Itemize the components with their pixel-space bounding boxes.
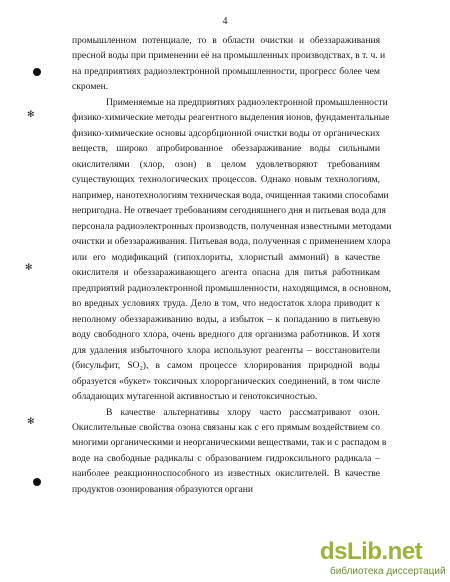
text-line: Применяемые на предприятиях радиоэлектронной промышленности (106, 96, 388, 108)
text-line: продуктов озонирования образуются органи (72, 483, 253, 495)
watermark-caption: библиотека диссертаций (330, 566, 446, 577)
text-line: промышленном потенциале, то в области очистки и обеззараживания (72, 35, 380, 46)
text-line: скромен. (72, 81, 109, 93)
text-line: (бисульфит, SO₂), в самом процессе хлорирования природной воды (72, 360, 380, 372)
text-line: существующих технологических процессов. Однако новым технологиям, (72, 174, 380, 186)
dslib-watermark (320, 538, 448, 580)
text-line: воду свободного хлора, очень вредного для организма работников. И хотя (72, 329, 380, 341)
scan-artifact-icon: ✻ (25, 262, 33, 272)
text-line: физико-химические основы адсорбционной очистки воды от органических (72, 127, 380, 139)
text-line: например, нанотехнологиям техническая вода, очищенная такими способами (72, 189, 389, 201)
text-line: или его модификаций (гипохлориты, хлористый аммоний) в качестве (72, 251, 380, 263)
text-line: непригодна. Не отвечает требованиям сегодняшнего дня и питьевая вода для (72, 205, 386, 217)
watermark-logo: dsLib.net (320, 538, 423, 565)
text-line: для удаления избыточного хлора используют реагенты – восстановители (72, 344, 380, 356)
page-number: 4 (222, 16, 228, 27)
text-line: персонала радиоэлектронных производств, полученная известными методами (72, 220, 392, 232)
scan-artifact-icon: ✻ (27, 416, 35, 426)
scan-artifact-icon: ✻ (27, 109, 35, 119)
text-line: Окислительные свойства озона связаны как с его прямым воздействием со (72, 422, 380, 433)
text-line: очистки и обеззараживания. Питьевая вода, полученная с применением хлора (72, 236, 391, 248)
text-line: предприятий радиоэлектронной промышленности, находящимся, в основном, (72, 282, 392, 294)
punch-hole-mark (33, 478, 41, 486)
text-line: неполному обеззараживанию воды, а избыток – к попаданию в питьевую (72, 313, 380, 325)
text-line: воде на свободные радикалы с образованием гидроксильного радикала – (72, 452, 380, 464)
text-line: во вредных условиях труда. Дело в том, что недостаток хлора приводит к (72, 298, 380, 310)
text-line: В качестве альтернативы хлору часто рассматривают озон. (106, 406, 380, 418)
text-line: образуется «букет» токсичных хлорорганических соединений, в том числе (72, 375, 380, 387)
punch-hole-mark (33, 68, 41, 76)
text-line: пресной воды при применении её на промышленных производствах, в т. ч. и (72, 50, 386, 62)
text-line: наиболее реакционноспособного из известных окислителей. В качестве (72, 468, 380, 480)
text-line: физико-химические методы реагентного выделения ионов, фундаментальные (72, 112, 390, 124)
text-line: обладающих мутагенной активностью и генотоксичностью. (72, 391, 318, 403)
text-line: многими органическими и неорганическими веществами, так и с распадом в (72, 437, 387, 449)
text-line: окислителями (хлор, озон) в целом удовлетворяют требованиям (72, 158, 380, 170)
text-line: на предприятиях радиоэлектронной промышленности, прогресс более чем (72, 65, 380, 77)
text-line: окислителя и обеззараживающего агента опасна для питья работникам (72, 267, 380, 279)
text-line: веществ, широко апробированное обеззараживание воды сильными (72, 143, 380, 155)
